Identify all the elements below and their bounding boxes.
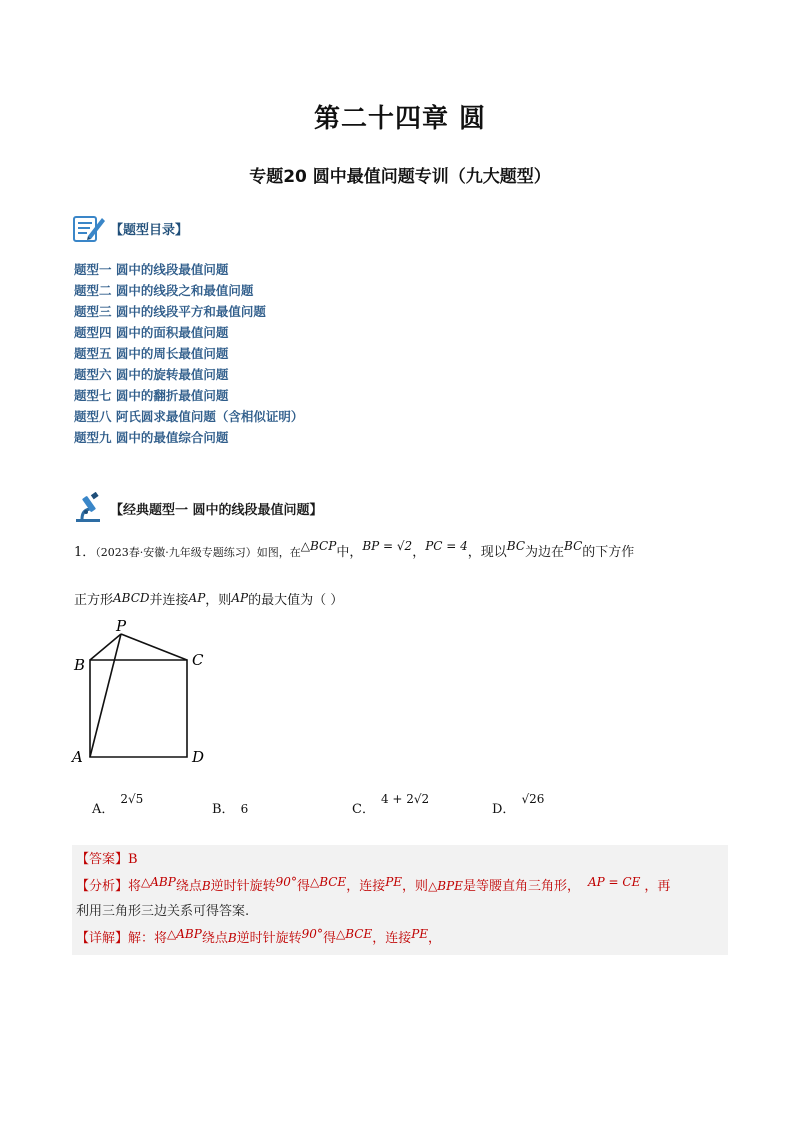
detail-text-c: 逆时针旋转 xyxy=(236,931,302,946)
option-c-letter: C． xyxy=(352,802,375,817)
chapter-title: 第二十四章 圆 xyxy=(313,104,487,134)
detail-triangle-abp: △ABP xyxy=(167,927,202,941)
q-text-line2-d: 的最大值为（ ） xyxy=(248,593,344,608)
toc-item-7[interactable]: 题型七 圆中的翻折最值问题 xyxy=(74,388,229,403)
analysis-pe: PE xyxy=(385,875,403,889)
analysis-text-f: ，则 xyxy=(402,879,429,894)
toc-header xyxy=(72,212,188,244)
detail-text-d: 得 xyxy=(322,931,336,946)
analysis-triangle-bpe: △BPE xyxy=(428,879,463,893)
option-d-letter: D． xyxy=(492,802,516,817)
option-b-letter: B． xyxy=(212,802,235,817)
toc-item-3[interactable]: 题型三 圆中的线段平方和最值问题 xyxy=(74,304,266,319)
toc-header-label: 【题型目录】 xyxy=(110,222,189,238)
figure-lines xyxy=(90,634,187,757)
analysis-text-d: 得 xyxy=(296,879,310,894)
segment-bp xyxy=(90,634,121,660)
analysis-triangle-bce: △BCE xyxy=(309,875,347,889)
q-text-line2-a: 正方形 xyxy=(74,593,114,608)
question-line-1 xyxy=(74,539,734,563)
math-ap-2: AP xyxy=(231,591,249,605)
analysis-equation: AP = CE xyxy=(587,875,641,889)
q-text-mid1: 中， xyxy=(336,545,363,560)
analysis-point-b: B xyxy=(201,879,211,893)
square-figure xyxy=(66,612,216,772)
option-b[interactable] xyxy=(212,798,248,817)
math-bp: BP = √2 xyxy=(362,539,413,553)
analysis-line-2: 利用三角形三边关系可得答案. xyxy=(76,904,250,919)
section-header-label: 【经典题型一 圆中的线段最值问题】 xyxy=(110,502,323,518)
label-a: A xyxy=(72,748,83,766)
subtitle: 专题20 圆中最值问题专训（九大题型） xyxy=(249,167,551,187)
square-abcd xyxy=(90,660,187,757)
section-header xyxy=(72,492,323,524)
label-d: D xyxy=(192,748,205,766)
math-abcd: ABCD xyxy=(113,591,150,605)
question-number: 1． xyxy=(74,545,96,560)
answer-box xyxy=(72,845,728,955)
option-a-value: 2√5 xyxy=(120,792,144,806)
answer-line: 【答案】B xyxy=(76,852,138,867)
option-c-value: 4 + 2√2 xyxy=(380,792,430,806)
analysis-text-e: ，连接 xyxy=(346,879,386,894)
detail-pe: PE xyxy=(411,927,429,941)
q-text-mid3: 为边在 xyxy=(525,545,565,560)
analysis-text-a: 【分析】将 xyxy=(76,879,142,894)
label-c: C xyxy=(192,651,204,669)
toc-item-5[interactable]: 题型五 圆中的周长最值问题 xyxy=(74,346,229,361)
analysis-triangle-abp: △ABP xyxy=(141,875,176,889)
detail-degree: 90° xyxy=(301,927,323,941)
analysis-text-c: 逆时针旋转 xyxy=(210,879,276,894)
toc-item-8[interactable]: 题型八 阿氏圆求最值问题（含相似证明） xyxy=(74,409,304,424)
label-b: B xyxy=(74,656,86,674)
option-d-value: √26 xyxy=(521,792,545,806)
option-a[interactable] xyxy=(92,792,144,817)
option-c[interactable] xyxy=(352,792,430,817)
math-ap-1: AP xyxy=(188,591,206,605)
analysis-text-b: 绕点 xyxy=(175,879,202,894)
q-text-mid4: 的下方作 xyxy=(582,545,635,560)
segment-ap xyxy=(90,634,121,757)
microscope-icon xyxy=(72,492,106,524)
detail-triangle-bce: △BCE xyxy=(335,927,373,941)
math-bc-1: BC xyxy=(506,539,526,553)
answer-options xyxy=(92,792,712,834)
toc-item-6[interactable]: 题型六 圆中的旋转最值问题 xyxy=(74,367,229,382)
question-source: （2023春·安徽·九年级专题练习）如图，在 xyxy=(95,546,301,559)
q-text-line2-b: 并连接 xyxy=(149,593,189,608)
analysis-degree: 90° xyxy=(275,875,297,889)
analysis-line-1 xyxy=(76,876,670,897)
toc-item-1[interactable]: 题型一 圆中的线段最值问题 xyxy=(74,262,229,277)
detail-text-a: 【详解】解：将 xyxy=(76,931,168,946)
q-text-mid2: ，现以 xyxy=(467,545,507,560)
q-text-comma: ， xyxy=(412,545,426,560)
math-pc: PC = 4 xyxy=(425,539,468,553)
notepad-pen-icon xyxy=(72,212,106,244)
toc-item-9[interactable]: 题型九 圆中的最值综合问题 xyxy=(74,430,229,445)
detail-line xyxy=(76,928,441,949)
detail-text-b: 绕点 xyxy=(201,931,228,946)
label-p: P xyxy=(116,617,127,635)
toc-item-4[interactable]: 题型四 圆中的面积最值问题 xyxy=(74,325,229,340)
triangle-bcp: △BCP xyxy=(300,539,337,553)
detail-text-e: ，连接 xyxy=(372,931,412,946)
toc-item-2[interactable]: 题型二 圆中的线段之和最值问题 xyxy=(74,283,254,298)
option-b-value: 6 xyxy=(240,802,249,816)
q-text-line2-c: ，则 xyxy=(205,593,232,608)
analysis-text-g: 是等腰直角三角形， xyxy=(462,879,580,894)
detail-text-f: ， xyxy=(428,931,442,946)
detail-point-b: B xyxy=(227,931,237,945)
question-line-2 xyxy=(74,590,734,611)
math-bc-2: BC xyxy=(564,539,583,553)
option-d[interactable] xyxy=(492,792,545,817)
toc-list xyxy=(74,259,303,448)
analysis-text-h: ，再 xyxy=(644,879,671,894)
option-a-letter: A． xyxy=(92,802,115,817)
segment-pc xyxy=(121,634,187,660)
